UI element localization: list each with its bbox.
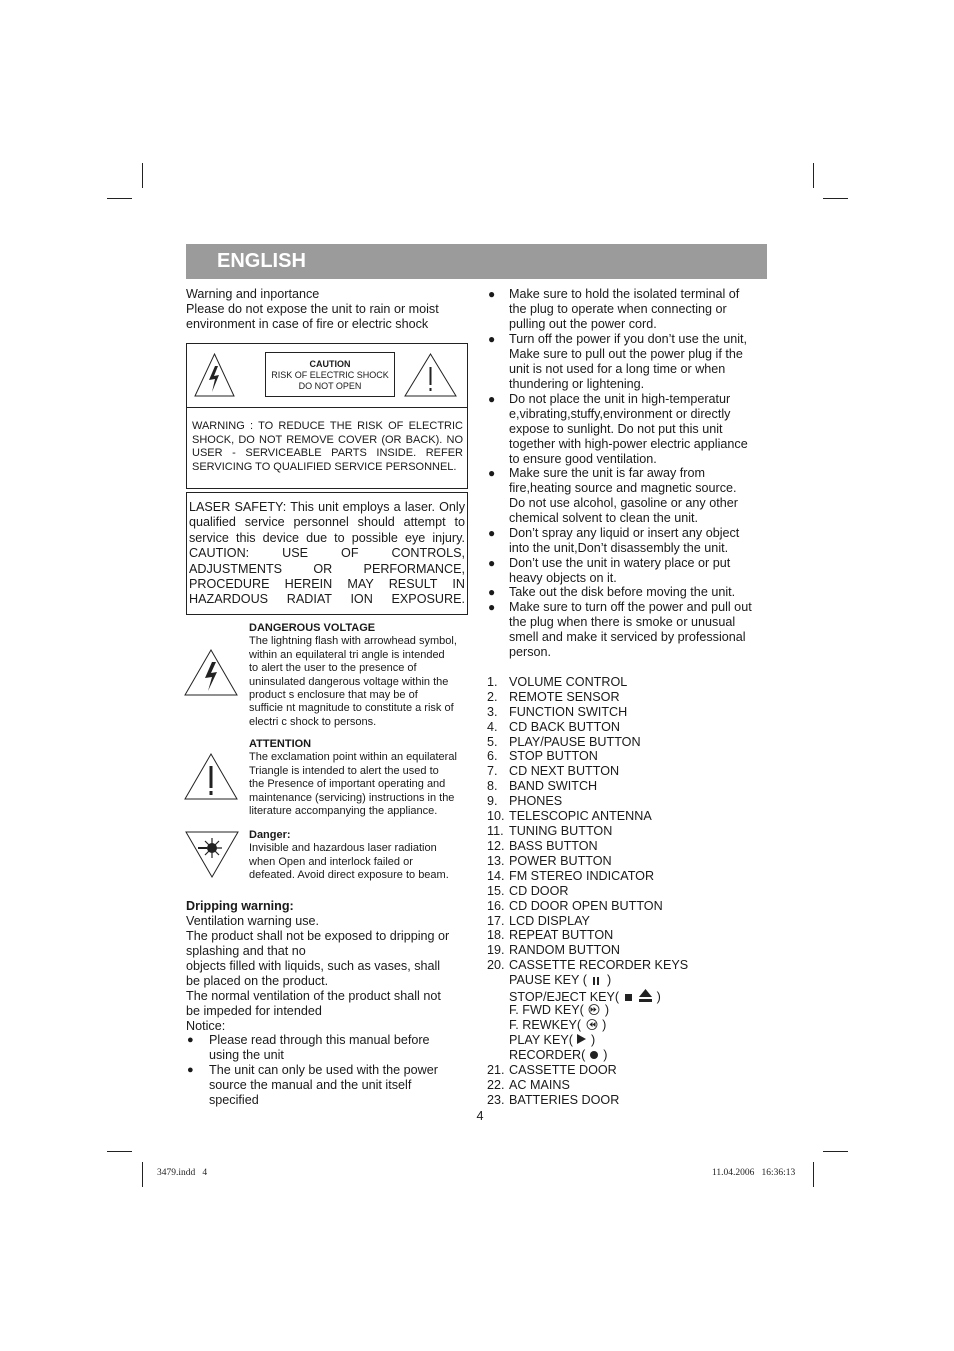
item-number: 20. — [487, 958, 505, 972]
bullet-line: to ensure good ventilation. — [509, 452, 657, 466]
crop-mark — [823, 1151, 848, 1152]
bullet-line: Make sure to hold the isolated terminal of — [509, 287, 740, 301]
bullet-line: using the unit — [209, 1048, 284, 1062]
item-label: POWER BUTTON — [509, 854, 612, 868]
item-number: 15. — [487, 884, 505, 898]
stop-icon — [625, 994, 632, 1001]
section-title: Danger: — [249, 829, 291, 841]
parts-list-item — [487, 824, 767, 839]
section-line: Notice: — [186, 1019, 226, 1033]
key-label-close: ) — [603, 1048, 608, 1062]
section-line: literature accompanying the appliance. — [249, 805, 438, 818]
section-line: Invisible and hazardous laser radiation — [249, 842, 437, 855]
item-label: CD DOOR — [509, 884, 569, 898]
footer-file-info: 3479.indd 4 — [157, 1168, 208, 1178]
bullet-line: The unit can only be used with the power — [209, 1063, 438, 1077]
bullet-dot-icon: ● — [488, 526, 496, 540]
parts-list-item — [487, 720, 767, 735]
parts-list-item — [487, 869, 767, 884]
laser-safety-text — [189, 500, 465, 608]
section-line: Triangle is intended to alert the used to — [249, 764, 439, 777]
item-label: BASS BUTTON — [509, 839, 598, 853]
section-line: be impeded for intended — [186, 1004, 322, 1018]
section-line: splashing and that no — [186, 944, 306, 958]
item-number: 23. — [487, 1093, 505, 1107]
key-label: F. FWD KEY( — [509, 1003, 584, 1017]
parts-list-item — [487, 1093, 767, 1108]
section-line: product s enclosure that may be of — [249, 689, 418, 702]
item-number: 6. — [487, 749, 498, 763]
key-label-close: ) — [656, 990, 661, 1004]
parts-list-item — [487, 809, 767, 824]
bullet-line: thundering or lightening. — [509, 377, 645, 391]
bullet-line: together with high-power electric appliance — [509, 437, 748, 451]
key-label: RECORDER( — [509, 1048, 586, 1062]
laser-line: PROCEDURE HEREIN MAY RESULT IN — [189, 577, 465, 592]
item-label: PLAY/PAUSE BUTTON — [509, 735, 641, 749]
bullet-dot-icon: ● — [488, 332, 496, 346]
section-line: defeated. Avoid direct exposure to beam. — [249, 869, 449, 882]
play-icon — [576, 1033, 587, 1045]
item-label: LCD DISPLAY — [509, 914, 590, 928]
caution-title: CAUTION — [309, 359, 351, 369]
bullet-line: fire,heating source and magnetic source. — [509, 481, 737, 495]
section-line: maintenance (servicing) instructions in the — [249, 791, 455, 804]
parts-list-item — [487, 899, 767, 914]
item-number: 16. — [487, 899, 505, 913]
laser-line: HAZARDOUS RADIAT ION EXPOSURE. — [189, 592, 465, 607]
parts-list-item — [487, 705, 767, 720]
item-label: TELESCOPIC ANTENNA — [509, 809, 652, 823]
parts-list-item — [487, 1078, 767, 1093]
bullet-dot-icon: ● — [488, 585, 496, 599]
key-label: STOP/EJECT KEY( — [509, 990, 620, 1004]
item-number: 9. — [487, 794, 498, 808]
section-line: within an equilateral tri angle is intended — [249, 648, 445, 661]
item-number: 1. — [487, 675, 498, 689]
intro-line: Please do not expose the unit to rain or moist — [186, 302, 439, 316]
item-number: 22. — [487, 1078, 505, 1092]
parts-list-item — [487, 690, 767, 705]
parts-list-item — [487, 928, 767, 943]
crop-mark — [823, 198, 848, 199]
caution-line: DO NOT OPEN — [298, 381, 362, 391]
section-line: the Presence of important operating and — [249, 778, 446, 791]
item-label: VOLUME CONTROL — [509, 675, 628, 689]
attention-section — [249, 738, 469, 818]
item-number: 21. — [487, 1063, 505, 1077]
section-line: electri c shock to persons. — [249, 715, 377, 728]
bullet-line: Don’t use the unit in watery place or put — [509, 556, 731, 570]
cassette-key-ffwd — [509, 1003, 609, 1018]
fast-forward-icon — [587, 1004, 601, 1015]
section-line: uninsulated dangerous voltage within the — [249, 675, 449, 688]
key-label-close: ) — [590, 1033, 596, 1047]
danger-section — [249, 829, 469, 883]
parts-list-item — [487, 854, 767, 869]
bullet-dot-icon: ● — [488, 392, 496, 406]
section-line: to alert the user to the presence of — [249, 662, 417, 675]
bullet-line: smell and make it serviced by professional — [509, 630, 746, 644]
section-line: be placed on the product. — [186, 974, 329, 988]
item-number: 13. — [487, 854, 505, 868]
caution-line: RISK OF ELECTRIC SHOCK — [271, 370, 389, 380]
bullet-dot-icon: ● — [187, 1034, 194, 1046]
bullet-dot-icon: ● — [488, 600, 496, 614]
intro-line: environment in case of fire or electric shock — [186, 317, 429, 331]
key-label-close: ) — [602, 1018, 607, 1032]
item-label: REPEAT BUTTON — [509, 928, 614, 942]
parts-list-item — [487, 943, 767, 958]
bullet-line: Do not use alcohol, gasoline or any other — [509, 496, 738, 510]
item-label: CD DOOR OPEN BUTTON — [509, 899, 663, 913]
crop-mark — [813, 163, 814, 188]
parts-list-item — [487, 779, 767, 794]
bullet-line: person. — [509, 645, 552, 659]
cassette-key-record — [509, 1048, 607, 1063]
parts-list-item — [487, 749, 767, 764]
item-label: STOP BUTTON — [509, 749, 598, 763]
cassette-key-pause — [509, 973, 611, 988]
bullet-line: chemical solvent to clean the unit. — [509, 511, 699, 525]
bullet-dot-icon: ● — [488, 556, 496, 570]
item-number: 17. — [487, 914, 505, 928]
bullet-line: Make sure the unit is far away from — [509, 466, 705, 480]
key-label: PAUSE KEY ( — [509, 973, 587, 987]
bullet-line: Do not place the unit in high-temperatur — [509, 392, 731, 406]
section-line: objects filled with liquids, such as vases, shall — [186, 959, 441, 973]
eject-icon — [638, 988, 653, 1003]
item-number: 4. — [487, 720, 498, 734]
lightning-triangle-icon — [193, 352, 236, 398]
item-label: RANDOM BUTTON — [509, 943, 621, 957]
section-line: The normal ventilation of the product shall not — [186, 989, 441, 1003]
lightning-warning-icon — [183, 648, 239, 697]
item-label: REMOTE SENSOR — [509, 690, 620, 704]
bullet-dot-icon: ● — [488, 466, 496, 480]
laser-line: service this device due to possible eye injury. — [189, 530, 465, 545]
parts-list-item — [487, 764, 767, 779]
rewind-icon — [585, 1019, 599, 1030]
key-label: F. REWKEY( — [509, 1018, 582, 1032]
notice-bullet — [186, 1033, 468, 1063]
dripping-warning-section — [186, 899, 468, 1034]
language-header — [186, 244, 767, 279]
key-label-close: ) — [606, 973, 612, 987]
bullet-line: the plug when there is smoke or unusual — [509, 615, 736, 629]
bullet-line: Make sure to pull out the power plug if the — [509, 347, 743, 361]
section-line: sufficie nt magnitude to constitute a risk of — [249, 702, 454, 715]
item-number: 19. — [487, 943, 505, 957]
caution-label — [265, 352, 395, 397]
item-label: AC MAINS — [509, 1078, 570, 1092]
section-line: The product shall not be exposed to dripping or — [186, 929, 450, 943]
cassette-key-rewind — [509, 1018, 606, 1033]
parts-list-item — [487, 675, 767, 690]
notice-bullet — [186, 1063, 468, 1108]
item-label: TUNING BUTTON — [509, 824, 613, 838]
item-label: BAND SWITCH — [509, 779, 598, 793]
crop-mark — [107, 1151, 132, 1152]
bullet-line: unit is not used for a long time or when — [509, 362, 726, 376]
section-line: The exclamation point within an equilateral — [249, 751, 457, 764]
item-label: BATTERIES DOOR — [509, 1093, 620, 1107]
bullet-line: Please read through this manual before — [209, 1033, 430, 1047]
bullet-line: Turn off the power if you don’t use the unit, — [509, 332, 748, 346]
crop-mark — [142, 163, 143, 188]
caution-divider — [187, 407, 467, 408]
item-number: 12. — [487, 839, 505, 853]
cassette-key-play — [509, 1033, 595, 1048]
item-number: 7. — [487, 764, 498, 778]
crop-mark — [142, 1162, 143, 1187]
footer-timestamp: 11.04.2006 16:36:13 — [712, 1168, 796, 1178]
key-label-close: ) — [604, 1003, 610, 1017]
bullet-dot-icon: ● — [187, 1064, 194, 1076]
intro-line: Warning and inportance — [186, 287, 320, 301]
record-icon — [590, 1051, 598, 1059]
item-label: FM STEREO INDICATOR — [509, 869, 655, 883]
bullet-line: source the manual and the unit itself — [209, 1078, 412, 1092]
item-number: 10. — [487, 809, 505, 823]
item-number: 14. — [487, 869, 505, 883]
item-label: CASSETTE RECORDER KEYS — [509, 958, 689, 972]
bullet-line: e,vibrating,stuffy,environment or directly — [509, 407, 731, 421]
laser-line: ADJUSTMENTS OR PERFORMANCE, — [189, 561, 465, 576]
laser-line: qualified service personnel should attempt to — [189, 515, 465, 530]
item-number: 11. — [487, 824, 504, 838]
item-number: 5. — [487, 735, 498, 749]
parts-list-item — [487, 839, 767, 854]
bullet-line: Take out the disk before moving the unit. — [509, 585, 736, 599]
caution-warning-text: WARNING : TO REDUCE THE RISK OF ELECTRIC SHOCK, DO NOT REMOVE COVER (OR BACK). NO USER - SERVICEABLE PARTS INSIDE. REFER SERVICING TO QUALIFIED SERVICE PERSONNEL. — [192, 420, 463, 473]
item-number: 3. — [487, 705, 498, 719]
item-label: CD NEXT BUTTON — [509, 764, 620, 778]
item-number: 2. — [487, 690, 498, 704]
crop-mark — [107, 198, 132, 199]
bullet-line: the plug to operate when connecting or — [509, 302, 727, 316]
section-title: Dripping warning: — [186, 899, 294, 913]
bullet-line: expose to sunlight. Do not put this unit — [509, 422, 723, 436]
bullet-dot-icon: ● — [488, 287, 496, 301]
section-line: The lightning flash with arrowhead symbol, — [249, 635, 457, 648]
parts-list-item — [487, 1063, 767, 1078]
parts-list-item — [487, 914, 767, 929]
item-number: 18. — [487, 928, 505, 942]
crop-mark — [813, 1162, 814, 1187]
bullet-line: into the unit,Don’t disassembly the unit. — [509, 541, 729, 555]
bullet-line: Make sure to turn off the power and pull out — [509, 600, 752, 614]
intro-text — [186, 287, 466, 332]
exclamation-triangle-icon — [403, 352, 458, 398]
item-label: FUNCTION SWITCH — [509, 705, 628, 719]
item-number: 8. — [487, 779, 498, 793]
section-line: when Open and interlock failed or — [249, 855, 413, 868]
section-title: ATTENTION — [249, 738, 312, 750]
bullet-line: pulling out the power cord. — [509, 317, 657, 331]
attention-exclamation-icon — [183, 752, 239, 801]
key-label: PLAY KEY( — [509, 1033, 573, 1047]
item-label: CD BACK BUTTON — [509, 720, 621, 734]
bullet-line: specified — [209, 1093, 259, 1107]
bullet-line: Don’t spray any liquid or insert any object — [509, 526, 740, 540]
dangerous-voltage-section — [249, 622, 469, 729]
parts-list-item — [487, 958, 767, 973]
parts-list-item — [487, 794, 767, 809]
laser-line: LASER SAFETY: This unit employs a laser. Only — [189, 500, 465, 514]
page-number: 4 — [476, 1109, 484, 1123]
pause-icon — [593, 977, 599, 985]
item-label: PHONES — [509, 794, 563, 808]
laser-line: CAUTION: USE OF CONTROLS, — [189, 546, 465, 561]
parts-list-item — [487, 884, 767, 899]
header-title: ENGLISH — [217, 250, 306, 272]
parts-list-item — [487, 735, 767, 750]
bullet-line: heavy objects on it. — [509, 571, 617, 585]
section-line: Ventilation warning use. — [186, 914, 320, 928]
laser-radiation-icon — [184, 830, 240, 879]
section-title: DANGEROUS VOLTAGE — [249, 622, 376, 634]
item-label: CASSETTE DOOR — [509, 1063, 617, 1077]
